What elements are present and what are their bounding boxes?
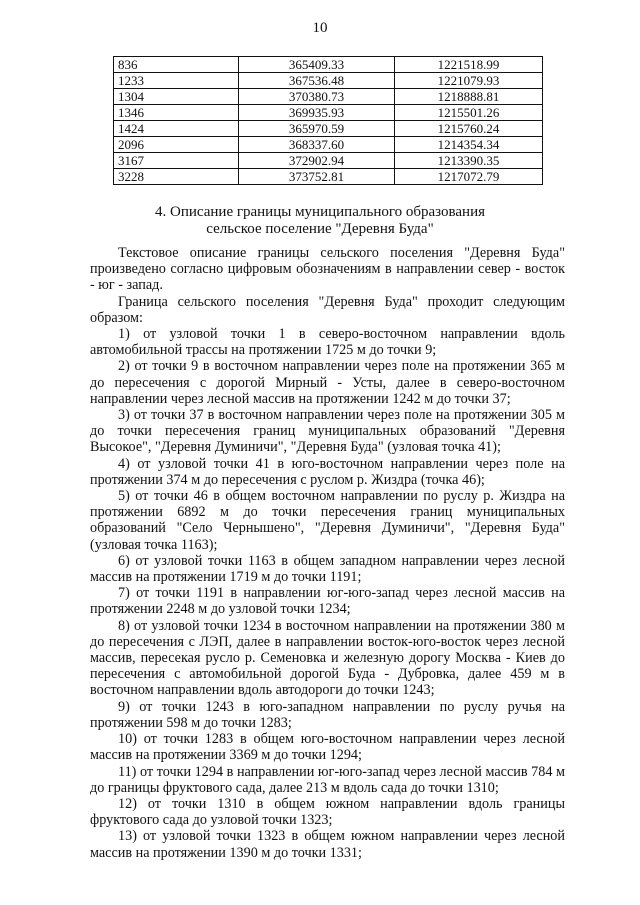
y-coordinate-cell: 1221518.99: [395, 57, 543, 73]
x-coordinate-cell: 370380.73: [239, 89, 395, 105]
paragraph: Текстовое описание границы сельского поселения "Деревня Буда" произведено согласно цифровым обозначениям в направлении север - восток - юг - запад.: [90, 245, 565, 294]
paragraph: 9) от точки 1243 в юго-западном направлении по руслу ручья на протяжении 598 м до точки 1283;: [90, 698, 565, 731]
x-coordinate-cell: 365409.33: [239, 57, 395, 73]
x-coordinate-cell: 369935.93: [239, 105, 395, 121]
table-row: [114, 57, 543, 73]
table-row: [114, 137, 543, 153]
paragraph: 10) от точки 1283 в общем юго-восточном направлении через лесной массив на протяжении 3369 м до точки 1294;: [90, 731, 565, 764]
point-number-cell: 1304: [114, 89, 239, 105]
x-coordinate-cell: 367536.48: [239, 73, 395, 89]
section-heading: [0, 204, 640, 238]
paragraph: 7) от точки 1191 в направлении юг-юго-запад через лесной массив на протяжении 2248 м до узловой точки 1234;: [90, 585, 565, 618]
section-heading-line-2: сельское поселение "Деревня Буда": [206, 221, 434, 237]
y-coordinate-cell: 1217072.79: [395, 169, 543, 185]
y-coordinate-cell: 1218888.81: [395, 89, 543, 105]
y-coordinate-cell: 1221079.93: [395, 73, 543, 89]
point-number-cell: 1233: [114, 73, 239, 89]
coordinates-table: [113, 56, 543, 185]
paragraph: 5) от точки 46 в общем восточном направлении по руслу р. Жиздра на протяжении 6892 м до точки пересечения границ муниципальных образований "Село Чернышено", "Деревня Думиничи", "Деревня Буда" (узловая точка 1163);: [90, 488, 565, 553]
paragraph: 12) от точки 1310 в общем южном направлении вдоль границы фруктового сада до узловой точки 1323;: [90, 795, 565, 829]
x-coordinate-cell: 372902.94: [239, 153, 395, 169]
x-coordinate-cell: 373752.81: [239, 169, 395, 185]
paragraph: 4) от узловой точки 41 в юго-восточном направлении через поле на протяжении 374 м до пересечения с руслом р. Жиздра (точка 46);: [90, 455, 565, 488]
page-number: 10: [312, 20, 328, 36]
point-number-cell: 1346: [114, 105, 239, 121]
point-number-cell: 2096: [114, 137, 239, 153]
paragraph: 11) от точки 1294 в направлении юг-юго-запад через лесной массив 784 м до границы фруктового сада, далее 213 м вдоль сада до точки 1310;: [90, 763, 565, 796]
paragraph: 3) от точки 37 в восточном направлении через поле на протяжении 305 м до точки пересечения границ муниципальных образований "Деревня Высокое", "Деревня Думиничи", "Деревня Буда" (узловая точка 41);: [90, 407, 565, 456]
paragraph: 2) от точки 9 в восточном направлении через поле на протяжении 365 м до пересечения с дорогой Мирный - Усты, далее в северо-восточном направлении через лесной массив на протяжении 1242 м до точки 37;: [90, 358, 565, 407]
table-row: [114, 105, 543, 121]
y-coordinate-cell: 1214354.34: [395, 137, 543, 153]
table-row: [114, 89, 543, 105]
paragraph: 13) от узловой точки 1323 в общем южном направлении через лесной массив на протяжении 1390 м до точки 1331;: [90, 828, 565, 861]
point-number-cell: 3228: [114, 169, 239, 185]
paragraph: 1) от узловой точки 1 в северо-восточном направлении вдоль автомобильной трассы на протяжении 1725 м до точки 9;: [90, 326, 565, 359]
table-row: [114, 73, 543, 89]
y-coordinate-cell: 1215501.26: [395, 105, 543, 121]
x-coordinate-cell: 368337.60: [239, 137, 395, 153]
paragraph: 6) от узловой точки 1163 в общем западном направлении через лесной массив на протяжении 1719 м до точки 1191;: [90, 552, 565, 586]
y-coordinate-cell: 1213390.35: [395, 153, 543, 169]
x-coordinate-cell: 365970.59: [239, 121, 395, 137]
table-row: [114, 121, 543, 137]
point-number-cell: 1424: [114, 121, 239, 137]
table-row: [114, 169, 543, 185]
paragraph: 8) от узловой точки 1234 в восточном направлении на протяжении 380 м до пересечения с ЛЭП, далее в направлении восток-юго-восток через лесной массив, пересекая русло р. Семеновка и железную дорогу Москва - Киев до пересечения с автомобильной дорогой Буда - Дубровка, далее 459 м в восточном направлении вдоль автодороги до точки 1243;: [90, 617, 565, 699]
section-body: [90, 245, 565, 861]
point-number-cell: 3167: [114, 153, 239, 169]
section-heading-line-1: 4. Описание границы муниципального образования: [155, 204, 485, 220]
point-number-cell: 836: [114, 57, 239, 73]
table-row: [114, 153, 543, 169]
paragraph: Граница сельского поселения "Деревня Буда" проходит следующим образом:: [90, 293, 565, 326]
y-coordinate-cell: 1215760.24: [395, 121, 543, 137]
